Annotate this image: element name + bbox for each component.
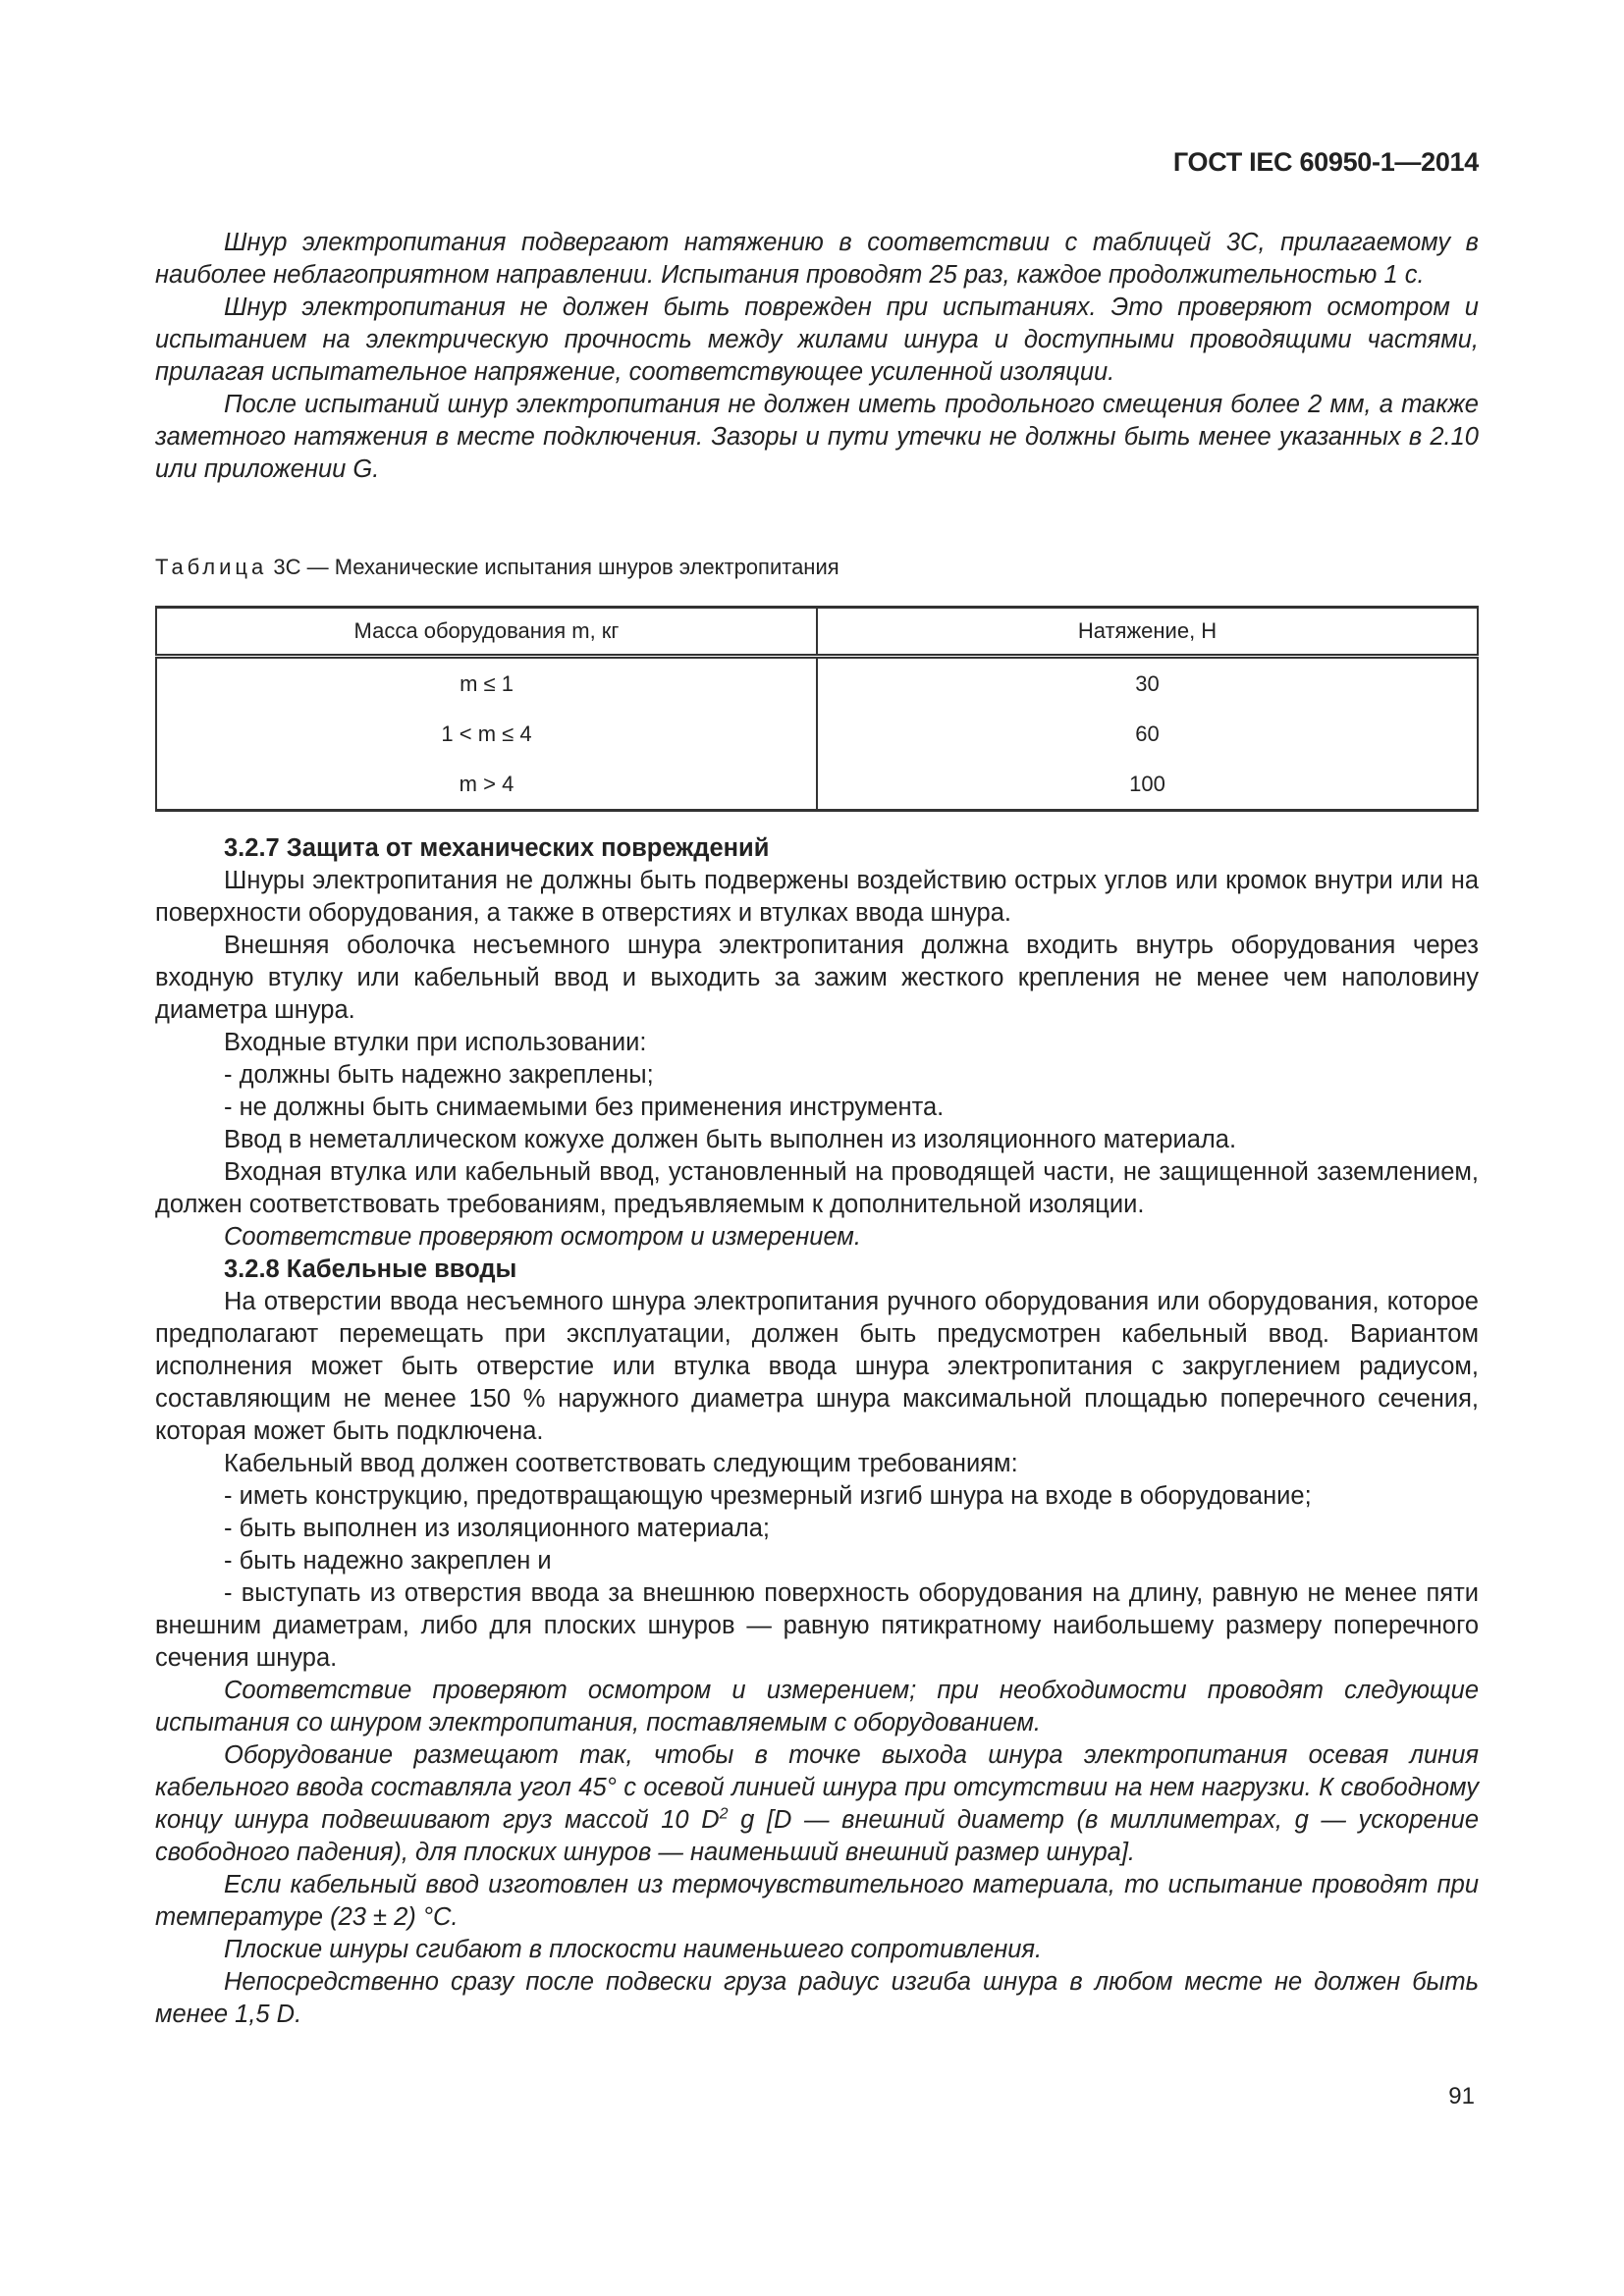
list-item: - выступать из отверстия ввода за внешнюю поверхность оборудования на длину, равную не менее пяти внешним диаметрам, либо для плоских шнуров — равную пятикратному наибольшему размеру поперечного сечения шнура. bbox=[155, 1579, 1479, 1672]
paragraph: Шнур электропитания не должен быть поврежден при испытаниях. Это проверяют осмотром и испытанием на электрическую прочность между жилами шнура и доступными проводящими частями, прилагая испытательное напряжение, соответствующее усиленной изоляции. bbox=[155, 294, 1479, 386]
tension-cell: 30 bbox=[817, 657, 1478, 710]
paragraph: Ввод в неметаллическом кожухе должен быть выполнен из изоляционного материала. bbox=[224, 1126, 1237, 1153]
caption-label: Таблица bbox=[155, 555, 268, 579]
list-item: - не должны быть снимаемыми без применения инструмента. bbox=[224, 1094, 945, 1121]
table-row bbox=[156, 709, 1478, 759]
section-heading: 3.2.8 Кабельные вводы bbox=[224, 1255, 517, 1283]
main-text bbox=[155, 832, 1479, 2031]
caption-text: 3С — Механические испытания шнуров электропитания bbox=[267, 555, 839, 579]
mass-cell: m ≤ 1 bbox=[156, 657, 817, 710]
list-item: - должны быть надежно закреплены; bbox=[224, 1061, 654, 1089]
list-item: - быть выполнен из изоляционного материала; bbox=[224, 1515, 771, 1542]
paragraph: Внешняя оболочка несъемного шнура электропитания должна входить внутрь оборудования через входную втулку или кабельный ввод и выходить за зажим жесткого крепления не менее чем наполовину диаметра шнура. bbox=[155, 932, 1479, 1024]
paragraph: Шнуры электропитания не должны быть подвержены воздействию острых углов или кромок внутри или на поверхности оборудования, а также в отверстиях и втулках ввода шнура. bbox=[155, 867, 1479, 927]
paragraph: Входные втулки при использовании: bbox=[224, 1029, 647, 1056]
list-item: - иметь конструкцию, предотвращающую чрезмерный изгиб шнура на входе в оборудование; bbox=[224, 1482, 1312, 1510]
paragraph: Непосредственно сразу после подвески груза радиус изгиба шнура в любом месте не должен быть менее 1,5 D. bbox=[155, 1968, 1479, 2028]
table-row bbox=[156, 657, 1478, 710]
paragraph: Соответствие проверяют осмотром и измерением; при необходимости проводят следующие испытания со шнуром электропитания, поставляемым с оборудованием. bbox=[155, 1677, 1479, 1736]
paragraph: Если кабельный ввод изготовлен из термочувствительного материала, то испытание проводят при температуре (23 ± 2) °С. bbox=[155, 1871, 1479, 1931]
text: g [D — внешний диаметр (в миллиметрах, g — ускорение свободного падения), для плоских шнуров — наименьший внешний размер шнура]. bbox=[155, 1806, 1479, 1866]
page-number: 91 bbox=[1448, 2083, 1475, 2109]
section-heading: 3.2.7 Защита от механических повреждений bbox=[224, 834, 770, 862]
paragraph bbox=[155, 1739, 1479, 1869]
paragraph: На отверстии ввода несъемного шнура электропитания ручного оборудования или оборудования, которое предполагают перемещать при эксплуатации, должен быть предусмотрен кабельный ввод. Вариантом исполнения может быть отверстие или втулка ввода шнура электропитания с закруглением радиусом, составляющим не менее 150 % наружного диаметра шнура максимальной площадью поперечного сечения, которая может быть подключена. bbox=[155, 1288, 1479, 1445]
paragraph: Плоские шнуры сгибают в плоскости наименьшего сопротивления. bbox=[224, 1936, 1043, 1963]
mass-cell: m > 4 bbox=[156, 759, 817, 811]
table-header-row bbox=[156, 608, 1478, 657]
column-header: Натяжение, Н bbox=[817, 608, 1478, 657]
tension-cell: 60 bbox=[817, 709, 1478, 759]
paragraph: Шнур электропитания подвергают натяжению в соответствии с таблицей 3С, прилагаемому в наиболее неблагоприятном направлении. Испытания проводят 25 раз, каждое продолжительностью 1 с. bbox=[155, 229, 1479, 289]
superscript: 2 bbox=[719, 1805, 729, 1823]
list-item: - быть надежно закреплен и bbox=[224, 1547, 552, 1575]
column-header: Масса оборудования m, кг bbox=[156, 608, 817, 657]
tension-cell: 100 bbox=[817, 759, 1478, 811]
paragraph: Соответствие проверяют осмотром и измерением. bbox=[224, 1223, 861, 1251]
paragraph: Входная втулка или кабельный ввод, установленный на проводящей части, не защищенной заземлением, должен соответствовать требованиям, предъявляемым к дополнительной изоляции. bbox=[155, 1158, 1479, 1218]
intro-text bbox=[155, 227, 1479, 486]
document-id-header: ГОСТ IEC 60950-1—2014 bbox=[1172, 147, 1479, 177]
cord-tension-table bbox=[155, 606, 1479, 812]
paragraph: Кабельный ввод должен соответствовать следующим требованиям: bbox=[224, 1450, 1018, 1477]
paragraph: После испытаний шнур электропитания не должен иметь продольного смещения более 2 мм, а также заметного натяжения в месте подключения. Зазоры и пути утечки не должны быть менее указанных в 2.10 или приложении G. bbox=[155, 391, 1479, 483]
text: Оборудование размещают так, чтобы в точке выхода шнура электропитания осевая линия кабельного ввода составляла угол 45° с осевой линией шнура при отсутствии на нем нагрузки. К свободному концу шнура подвешивают груз массой 10 D bbox=[155, 1741, 1479, 1834]
mass-cell: 1 < m ≤ 4 bbox=[156, 709, 817, 759]
table-caption bbox=[155, 555, 839, 580]
table-row bbox=[156, 759, 1478, 811]
